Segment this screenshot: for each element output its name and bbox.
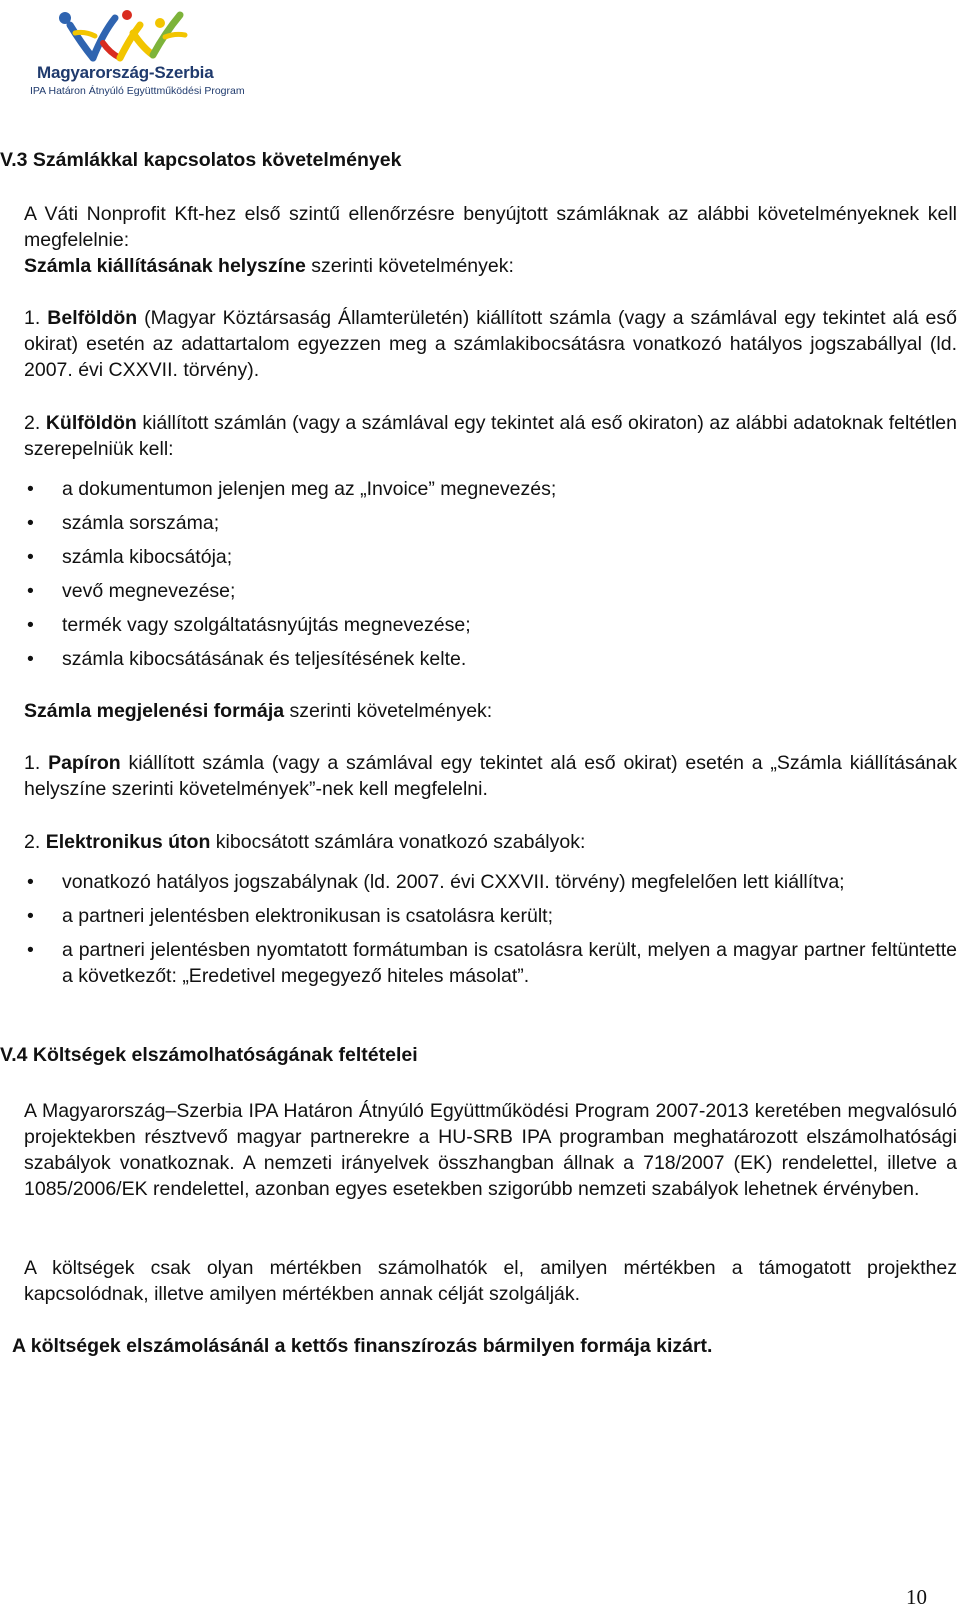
page-number: 10	[906, 1585, 927, 1609]
place-requirements-line	[24, 253, 957, 279]
paper-number: 1.	[24, 752, 49, 774]
paper-label: Papíron	[48, 752, 121, 774]
item1-label: Belföldön	[47, 307, 138, 329]
bullet-icon: •	[27, 512, 34, 534]
paper-paragraph	[24, 750, 957, 802]
electronic-paragraph	[24, 829, 957, 855]
form-requirements-line	[24, 698, 957, 724]
eligibility-paragraph: A Magyarország–Szerbia IPA Határon Átnyúló Együttműködési Program 2007-2013 keretében megvalósuló projektekben résztvevő magyar partnerekre a HU-SRB IPA programban meghatározott elszámolhatósági szabályok vonatkoznak. A nemzeti irányelvek összhangban állnak a 718/2007 (EK) rendelettel, illetve a 1085/2006/EK rendelettel, azonban egyes esetekben szigorúbb nemzeti szabályok lehetnek érvényben.	[24, 1100, 957, 1200]
bullet-icon: •	[27, 905, 34, 927]
place-label: Számla kiállításának helyszíne	[24, 255, 306, 277]
logo-figures-icon	[15, 3, 235, 63]
list-item: • a partneri jelentésben nyomtatott formátumban is csatolásra került, melyen a magyar partner feltüntette a következőt: „Eredetivel megegyező hiteles másolat”.	[27, 939, 957, 987]
elec-number: 2.	[24, 831, 46, 853]
list-item: • vevő megnevezése;	[27, 580, 236, 602]
section-heading-v4: V.4 Költségek elszámolhatóságának feltételei	[0, 1044, 418, 1066]
section-heading-v3: V.3 Számlákkal kapcsolatos követelmények	[0, 149, 402, 171]
intro-paragraph: A Váti Nonprofit Kft-hez első szintű ellenőrzésre benyújtott számláknak az alábbi követelményeknek kell megfelelnie:	[24, 203, 957, 251]
paper-text: kiállított számla (vagy a számlával egy tekintet alá eső okirat) esetén a „Számla kiállításának helyszíne szerinti követelmények”-nek kell megfelelni.	[24, 752, 958, 800]
logo-subtitle: IPA Határon Átnyúló Együttműködési Program	[30, 85, 245, 97]
list-item: • számla sorszáma;	[27, 512, 220, 534]
list-item: • számla kibocsátásának és teljesítésének kelte.	[27, 648, 467, 670]
place-rest: szerinti követelmények:	[305, 255, 514, 277]
item2-number: 2.	[24, 412, 46, 434]
item2-text: kiállított számlán (vagy a számlával egy tekintet alá eső okiraton) az alábbi adatoknak feltétlen szerepelniük kell:	[24, 412, 958, 460]
list-item: • a dokumentumon jelenjen meg az „Invoice” megnevezés;	[27, 478, 557, 500]
electronic-rules-list	[24, 869, 957, 989]
double-financing-note: A költségek elszámolásánál a kettős finanszírozás bármilyen formája kizárt.	[12, 1335, 713, 1357]
bullet-icon: •	[27, 939, 34, 961]
foreign-requirements-list	[24, 476, 957, 672]
bullet-icon: •	[27, 871, 34, 893]
bullet-icon: •	[27, 648, 34, 670]
bullet-icon: •	[27, 478, 34, 500]
bullet-icon: •	[27, 614, 34, 636]
foreign-paragraph	[24, 410, 957, 462]
item1-text: (Magyar Köztársaság Államterületén) kiállított számla (vagy a számlával egy tekintet alá eső okirat) esetén az adattartalom egyezzen meg a számlakibocsátásra vonatkozó hatályos jogszabállyal (ld. 2007. évi CXXVII. törvény).	[24, 307, 957, 381]
program-logo	[15, 3, 245, 98]
list-item: • vonatkozó hatályos jogszabálynak (ld. 2007. évi CXXVII. törvény) megfelelően lett kiállítva;	[27, 871, 845, 893]
bullet-icon: •	[27, 580, 34, 602]
list-item: • számla kibocsátója;	[27, 546, 233, 568]
item1-number: 1.	[24, 307, 48, 329]
domestic-paragraph	[24, 305, 957, 383]
form-label: Számla megjelenési formája	[24, 700, 285, 722]
bullet-icon: •	[27, 546, 34, 568]
elec-text: kibocsátott számlára vonatkozó szabályok:	[210, 831, 586, 853]
form-rest: szerinti követelmények:	[284, 700, 493, 722]
costs-paragraph: A költségek csak olyan mértékben számolhatók el, amilyen mértékben a támogatott projekthez kapcsolódnak, illetve amilyen mértékben annak célját szolgálják.	[24, 1257, 957, 1305]
list-item: • a partneri jelentésben elektronikusan is csatolásra került;	[27, 905, 554, 927]
elec-label: Elektronikus úton	[45, 831, 211, 853]
list-item: • termék vagy szolgáltatásnyújtás megnevezése;	[27, 614, 471, 636]
logo-title: Magyarország-Szerbia	[37, 63, 214, 82]
item2-label: Külföldön	[45, 412, 137, 434]
